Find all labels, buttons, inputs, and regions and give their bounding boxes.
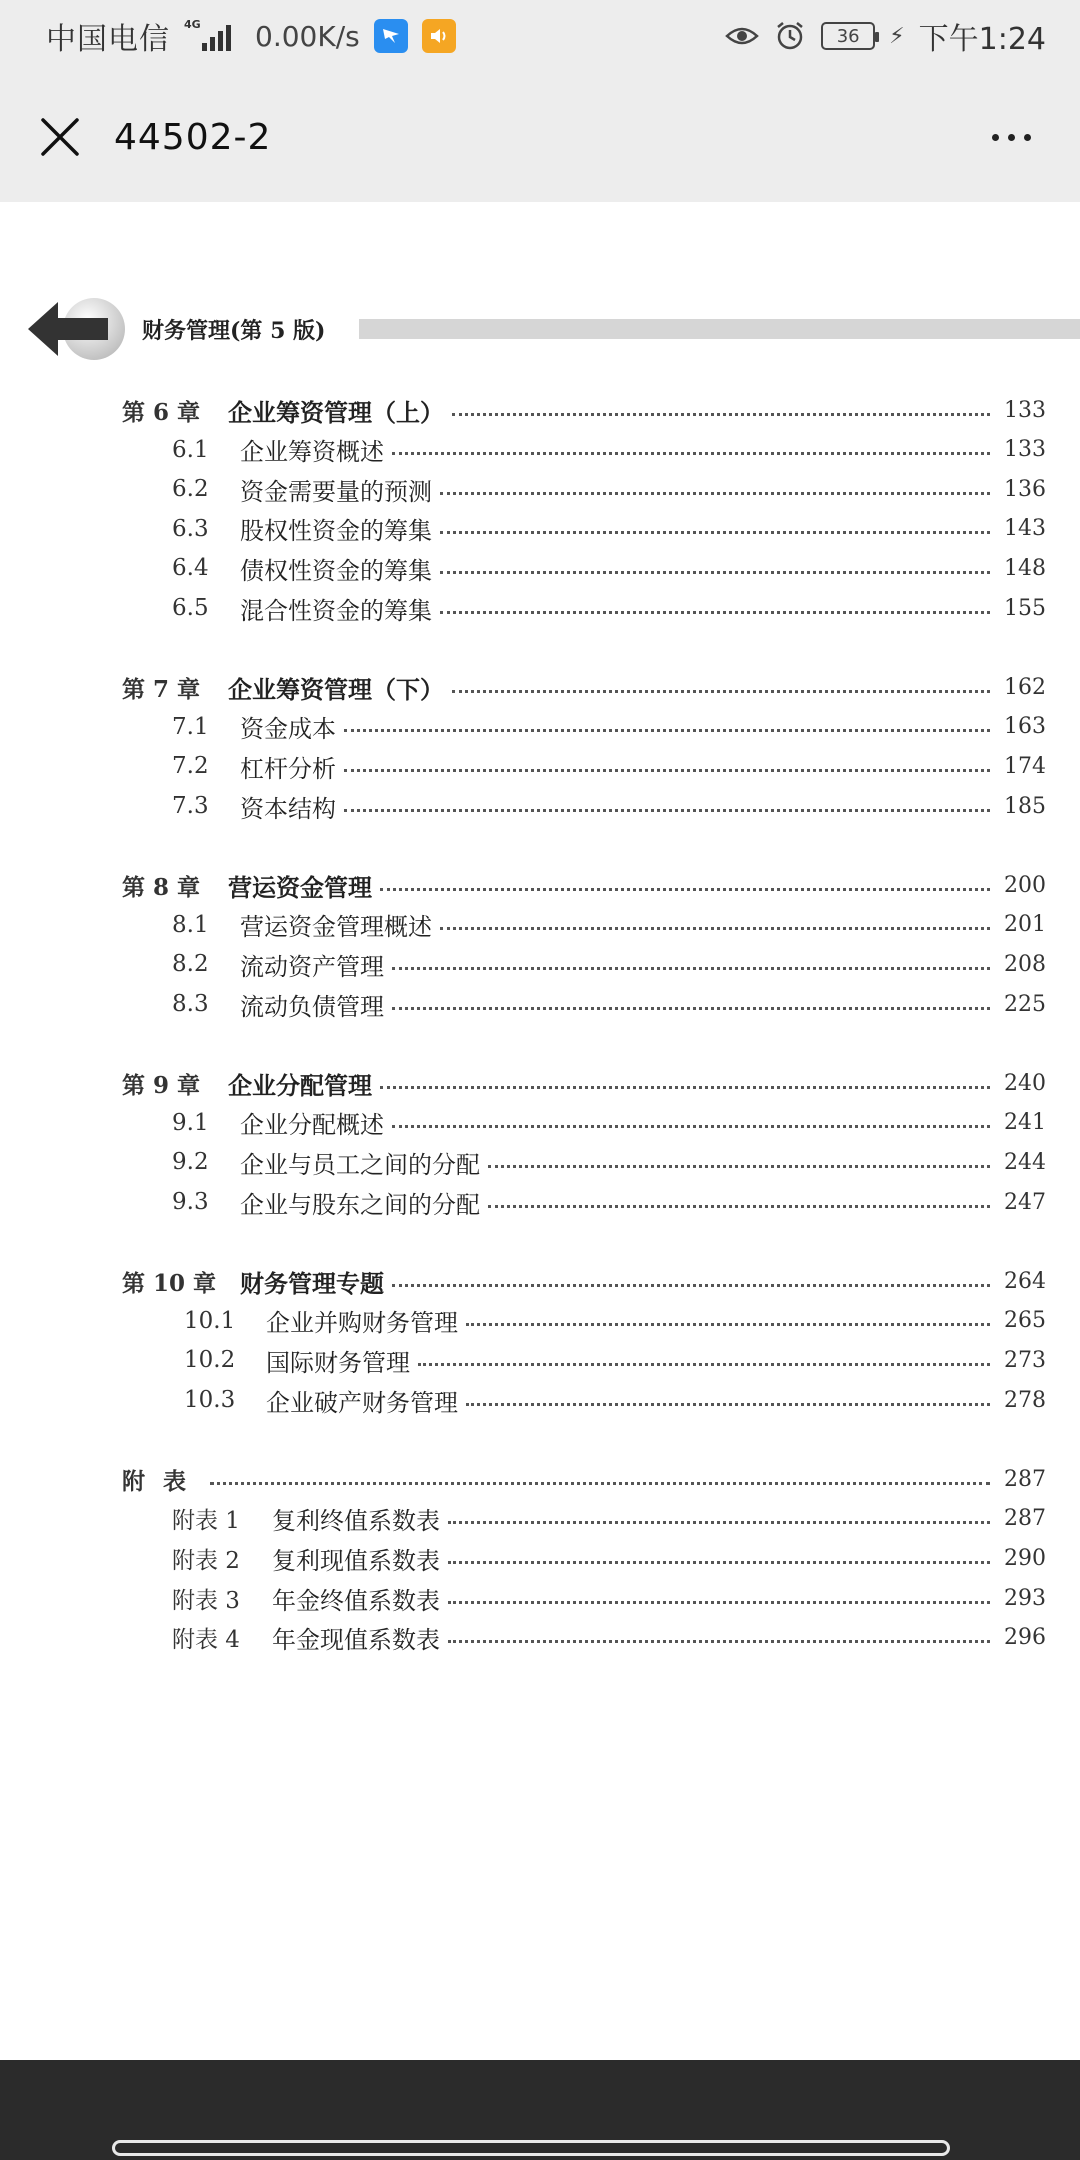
toc-section-entry[interactable]: [0, 548, 1080, 588]
navigation-bar: [0, 2060, 1080, 2160]
carrier-name: 中国电信: [46, 22, 170, 57]
toc-label: 复利现值系数表: [272, 1546, 440, 1575]
toc-page-number: 201: [1004, 912, 1046, 938]
more-dot-icon: [992, 134, 999, 141]
toc-section-entry[interactable]: [0, 1499, 1080, 1539]
dot-leader: [392, 1007, 990, 1010]
dot-leader: [344, 729, 990, 732]
toc-label: 资金需要量的预测: [240, 477, 432, 506]
toc-section-entry[interactable]: [0, 430, 1080, 470]
dingtalk-notification-icon: [374, 19, 408, 53]
toc-page-number: 136: [1004, 476, 1046, 502]
toc-chapter-entry[interactable]: [0, 865, 1080, 905]
dot-leader: [452, 690, 990, 693]
toc-section-entry[interactable]: [0, 905, 1080, 945]
toc-number: 8.3: [172, 991, 209, 1017]
eye-icon: [725, 19, 759, 53]
toc-page-number: 296: [1004, 1625, 1046, 1651]
toc-label: 年金现值系数表: [272, 1626, 440, 1655]
toc-number: 附表: [122, 1467, 204, 1495]
toc-label: 复利终值系数表: [272, 1507, 440, 1536]
toc-number: 附表 2: [172, 1547, 240, 1574]
toc-label: 企业筹资概述: [240, 438, 384, 467]
toc-page-number: 287: [1004, 1466, 1046, 1492]
toc-number: 10.1: [184, 1307, 236, 1334]
document-page[interactable]: [0, 202, 1080, 2060]
dot-leader: [440, 571, 990, 574]
toc-section-entry[interactable]: [0, 1618, 1080, 1658]
toc-chapter-entry[interactable]: [0, 1063, 1080, 1103]
more-dot-icon: [1008, 134, 1015, 141]
toc-section-entry[interactable]: [0, 509, 1080, 549]
toc-section-entry[interactable]: [0, 1103, 1080, 1143]
toc-page-number: 240: [1004, 1070, 1046, 1096]
dot-leader: [440, 531, 990, 534]
toc-label: 营运资金管理: [228, 872, 372, 902]
toc-label: 债权性资金的筹集: [240, 556, 432, 585]
toc-label: 企业筹资管理（上）: [228, 397, 444, 427]
toc-page-number: 287: [1004, 1506, 1046, 1532]
toc-page-number: 265: [1004, 1308, 1046, 1334]
toc-section-entry[interactable]: [0, 984, 1080, 1024]
toc-section-entry[interactable]: [0, 1538, 1080, 1578]
dot-leader: [448, 1640, 990, 1643]
toc-section-entry[interactable]: [0, 1380, 1080, 1420]
header-rule: [359, 319, 1080, 339]
toc-label: 流动负债管理: [240, 992, 384, 1021]
toc-page-number: 208: [1004, 951, 1046, 977]
toc-label: 企业并购财务管理: [266, 1309, 458, 1338]
toc-number: 6.4: [172, 555, 209, 582]
toc-section-entry[interactable]: [0, 469, 1080, 509]
toc-label: 年金终值系数表: [272, 1586, 440, 1615]
close-icon: [40, 117, 80, 157]
toc-section-entry[interactable]: [0, 1182, 1080, 1222]
close-button[interactable]: [34, 111, 86, 163]
toc-number: 7.2: [172, 753, 209, 780]
dot-leader: [392, 1284, 990, 1287]
dot-leader: [440, 927, 990, 930]
dot-leader: [452, 413, 990, 416]
toc-number: 6.5: [172, 595, 209, 621]
toc-chapter-entry[interactable]: [0, 1459, 1080, 1499]
toc-page-number: 185: [1004, 793, 1046, 819]
dot-leader: [488, 1165, 990, 1168]
toc-number: 10.3: [184, 1387, 236, 1413]
dot-leader: [418, 1363, 990, 1366]
toc-number: 6.2: [172, 476, 209, 503]
dot-leader: [344, 809, 990, 812]
toc-number: 8.2: [172, 951, 209, 978]
title-bar: [0, 72, 1080, 202]
document-title: 44502-2: [114, 116, 272, 158]
toc-number: 第 7 章: [122, 675, 201, 703]
toc-number: 9.3: [172, 1189, 209, 1215]
back-arrow-icon: [24, 294, 134, 364]
toc-number: 附表 3: [172, 1587, 240, 1614]
toc-number: 第 10 章: [122, 1269, 217, 1297]
toc-section-entry[interactable]: [0, 786, 1080, 826]
dot-leader: [488, 1205, 990, 1208]
toc-number: 7.1: [172, 713, 209, 740]
toc-label: 杠杆分析: [240, 754, 336, 783]
toc-label: 企业分配管理: [228, 1070, 372, 1100]
dot-leader: [448, 1521, 990, 1524]
toc-label: 企业筹资管理（下）: [228, 674, 444, 704]
dot-leader: [210, 1482, 990, 1485]
toc-number: 附表 1: [172, 1508, 240, 1535]
more-options-button[interactable]: [976, 111, 1046, 163]
toc-number: 9.2: [172, 1149, 209, 1176]
toc-label: 企业破产财务管理: [266, 1388, 458, 1417]
toc-page-number: 155: [1004, 595, 1046, 621]
toc-label: 企业分配概述: [240, 1111, 384, 1140]
toc-label: 流动资产管理: [240, 952, 384, 981]
clock: 下午1:24: [918, 22, 1046, 57]
more-dot-icon: [1024, 134, 1031, 141]
toc-chapter-entry[interactable]: [0, 1261, 1080, 1301]
dot-leader: [466, 1403, 990, 1406]
toc-label: 国际财务管理: [266, 1348, 410, 1377]
dot-leader: [392, 967, 990, 970]
sound-notification-icon: [422, 19, 456, 53]
battery-level: 36: [836, 25, 860, 47]
dot-leader: [440, 611, 990, 614]
home-indicator[interactable]: [112, 2140, 950, 2156]
battery-icon: [821, 22, 875, 50]
toc-page-number: 241: [1004, 1110, 1046, 1136]
toc-page-number: 133: [1004, 397, 1046, 423]
dot-leader: [380, 888, 990, 891]
book-title: 财务管理(第 5 版): [142, 317, 326, 344]
toc-number: 第 9 章: [122, 1071, 201, 1099]
toc-page-number: 264: [1004, 1268, 1046, 1294]
toc-number: 9.1: [172, 1109, 209, 1136]
dot-leader: [392, 1125, 990, 1128]
toc-number: 6.3: [172, 515, 209, 542]
toc-number: 7.3: [172, 793, 209, 819]
dot-leader: [448, 1561, 990, 1564]
toc-section-entry[interactable]: [0, 707, 1080, 747]
toc-page-number: 200: [1004, 872, 1046, 898]
dot-leader: [448, 1601, 990, 1604]
toc-number: 8.1: [172, 911, 209, 938]
toc-label: 企业与员工之间的分配: [240, 1150, 480, 1179]
toc-section-entry[interactable]: [0, 746, 1080, 786]
network-type: 4G: [184, 18, 201, 31]
toc-label: 资金成本: [240, 715, 336, 744]
signal-icon: [184, 18, 231, 51]
toc-page-number: 244: [1004, 1149, 1046, 1175]
status-bar: [0, 0, 1080, 72]
toc-section-entry[interactable]: [0, 1301, 1080, 1341]
toc-section-entry[interactable]: [0, 1578, 1080, 1618]
toc-page-number: 163: [1004, 714, 1046, 740]
toc-number: 6.1: [172, 436, 209, 463]
toc-page-number: 133: [1004, 437, 1046, 463]
toc-page-number: 247: [1004, 1189, 1046, 1215]
toc-chapter-entry[interactable]: [0, 390, 1080, 430]
toc-label: 混合性资金的筹集: [240, 596, 432, 625]
dot-leader: [380, 1086, 990, 1089]
toc-page-number: 174: [1004, 753, 1046, 779]
toc-page-number: 143: [1004, 516, 1046, 542]
toc-number: 附表 4: [172, 1627, 240, 1654]
toc-label: 资本结构: [240, 794, 336, 823]
alarm-icon: [773, 19, 807, 53]
dot-leader: [392, 452, 990, 455]
toc-chapter-entry[interactable]: [0, 667, 1080, 707]
toc-page-number: 148: [1004, 555, 1046, 581]
toc-section-entry[interactable]: [0, 1142, 1080, 1182]
toc-section-entry[interactable]: [0, 1340, 1080, 1380]
dot-leader: [440, 492, 990, 495]
toc-section-entry[interactable]: [0, 944, 1080, 984]
toc-label: 企业与股东之间的分配: [240, 1190, 480, 1219]
book-header: [24, 294, 1080, 364]
dot-leader: [344, 769, 990, 772]
toc-number: 第 6 章: [122, 398, 201, 426]
toc-page-number: 162: [1004, 674, 1046, 700]
toc-label: 营运资金管理概述: [240, 913, 432, 942]
charging-icon: ⚡: [889, 23, 905, 49]
toc-page-number: 225: [1004, 991, 1046, 1017]
toc-number: 10.2: [184, 1347, 236, 1374]
toc-label: 股权性资金的筹集: [240, 517, 432, 546]
toc-page-number: 293: [1004, 1585, 1046, 1611]
toc-number: 第 8 章: [122, 873, 201, 901]
dot-leader: [466, 1323, 990, 1326]
toc-page-number: 290: [1004, 1545, 1046, 1571]
toc-label: 财务管理专题: [240, 1268, 384, 1298]
toc-page-number: 278: [1004, 1387, 1046, 1413]
toc-section-entry[interactable]: [0, 588, 1080, 628]
network-speed: 0.00K/s: [255, 19, 360, 53]
toc-page-number: 273: [1004, 1347, 1046, 1373]
